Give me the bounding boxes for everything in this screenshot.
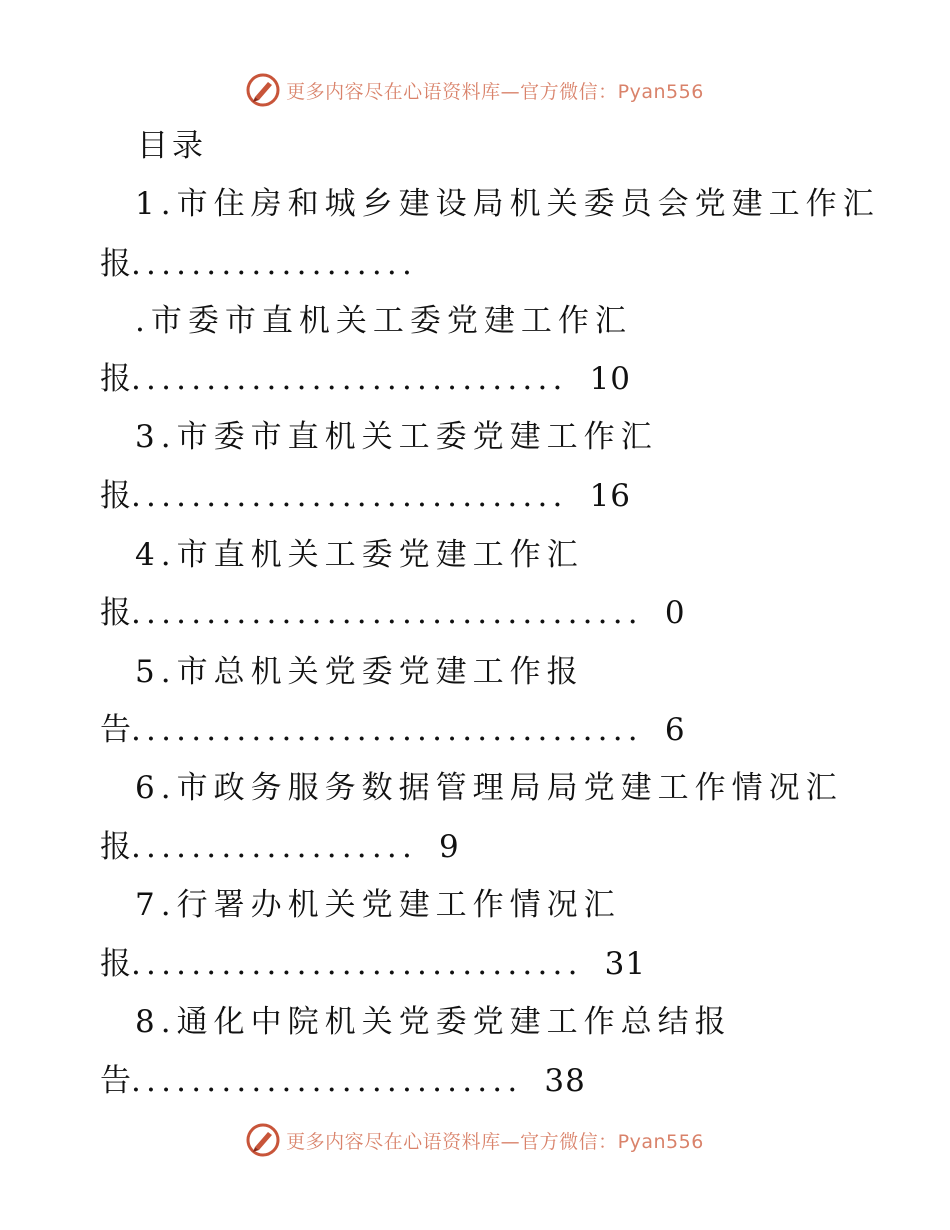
toc-entry-cont-char: 告: [100, 1063, 131, 1099]
toc-leader-dots: ...................: [131, 246, 418, 282]
watermark-text: 更多内容尽在心语资料库—官方微信：Pyan556: [286, 1130, 704, 1153]
toc-entry-cont-char: 报: [100, 478, 131, 514]
toc-entry-continuation: [100, 823, 460, 871]
toc-page-number: 16: [589, 478, 632, 514]
toc-entry-cont-char: 报: [100, 595, 131, 631]
pen-logo-icon: [246, 73, 280, 107]
toc-entry-continuation: [100, 355, 631, 403]
toc-entry-continuation: [100, 940, 646, 988]
toc-entry-cont-char: 告: [100, 712, 131, 748]
toc-page-number: 9: [439, 829, 460, 865]
toc-entry-title: 3.市委市直机关工委党建工作汇: [135, 419, 658, 455]
toc-page-number: 38: [544, 1063, 586, 1099]
toc-page-number: 6: [664, 712, 686, 748]
toc-leader-dots: .............................: [131, 478, 568, 514]
toc-entry-title: 1.市住房和城乡建设局机关委员会党建工作汇: [135, 186, 880, 222]
toc-leader-dots: ..........................: [131, 1063, 523, 1099]
toc-leader-dots: ..................................: [131, 712, 643, 748]
toc-leader-dots: .............................: [131, 361, 568, 397]
toc-entry-continuation: [100, 706, 686, 754]
pen-logo-icon: [246, 1123, 280, 1157]
toc-heading: 目录: [137, 128, 207, 164]
toc-entry-title: .市委市直机关工委党建工作汇: [135, 303, 632, 339]
watermark-header: [0, 70, 950, 110]
toc-entry-title: 7.行署办机关党建工作情况汇: [135, 887, 621, 923]
toc-page-number: 0: [664, 595, 686, 631]
toc-entry-title: 8.通化中院机关党委党建工作总结报: [135, 1004, 732, 1040]
toc-entry-continuation: [100, 589, 686, 637]
toc-entry-cont-char: 报: [100, 246, 131, 282]
watermark-footer: [0, 1120, 950, 1160]
toc-entry-continuation: [100, 1057, 586, 1105]
toc-entry-title: 6.市政务服务数据管理局局党建工作情况汇: [135, 770, 843, 806]
toc-leader-dots: ...................: [131, 829, 418, 865]
toc-page-number: 10: [589, 361, 632, 397]
toc-entry-continuation: [100, 240, 439, 288]
toc-page-number: 31: [604, 946, 647, 982]
toc-entry-cont-char: 报: [100, 361, 131, 397]
watermark-text: 更多内容尽在心语资料库—官方微信：Pyan556: [286, 80, 704, 103]
toc-leader-dots: ..................................: [131, 595, 643, 631]
toc-entry-continuation: [100, 472, 631, 520]
toc-leader-dots: ..............................: [131, 946, 583, 982]
toc-entry-title: 5.市总机关党委党建工作报: [135, 654, 584, 690]
toc-entry-cont-char: 报: [100, 829, 131, 865]
toc-entry-cont-char: 报: [100, 946, 131, 982]
toc-entry-title: 4.市直机关工委党建工作汇: [135, 537, 584, 573]
